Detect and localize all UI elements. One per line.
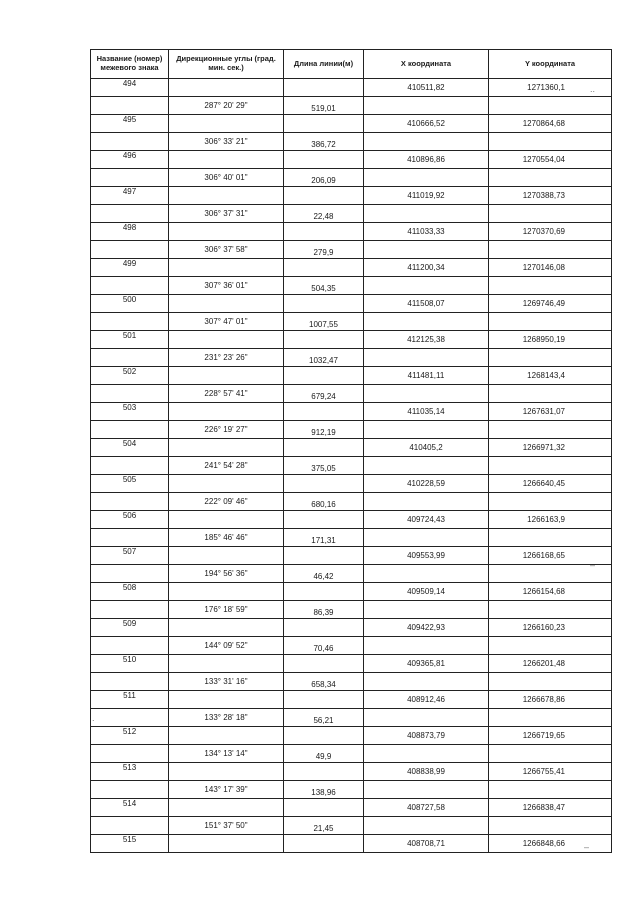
- empty-cell: [169, 619, 284, 637]
- y-coordinate: 1270388,73: [489, 187, 612, 205]
- x-coordinate: 411019,92: [364, 187, 489, 205]
- empty-cell: [169, 223, 284, 241]
- empty-cell: [91, 745, 169, 763]
- empty-cell: [91, 493, 169, 511]
- y-coordinate: 1266848,66: [489, 835, 612, 853]
- segment-row: [91, 709, 612, 727]
- point-name: 503: [91, 403, 169, 421]
- empty-cell: [169, 799, 284, 817]
- empty-cell: [489, 673, 612, 691]
- y-coordinate: 1267631,07: [489, 403, 612, 421]
- point-name: 499: [91, 259, 169, 277]
- boundary-coordinates-table: [90, 49, 612, 853]
- y-coordinate: 1270864,68: [489, 115, 612, 133]
- point-name: 505: [91, 475, 169, 493]
- point-row: [91, 439, 612, 457]
- empty-cell: [284, 511, 364, 529]
- empty-cell: [169, 331, 284, 349]
- empty-cell: [284, 367, 364, 385]
- scan-mark: –: [590, 560, 596, 570]
- y-coordinate: 1266168,65: [489, 547, 612, 565]
- point-row: [91, 259, 612, 277]
- line-length: 171,31: [284, 529, 364, 547]
- line-length: 22,48: [284, 205, 364, 223]
- empty-cell: [364, 133, 489, 151]
- scan-mark: ..: [590, 84, 596, 94]
- segment-row: [91, 817, 612, 835]
- empty-cell: [169, 115, 284, 133]
- direction-angle: 222° 09' 46": [169, 493, 284, 511]
- empty-cell: [489, 205, 612, 223]
- empty-cell: [489, 97, 612, 115]
- empty-cell: [169, 367, 284, 385]
- empty-cell: [284, 259, 364, 277]
- x-coordinate: 408708,71: [364, 835, 489, 853]
- point-name: 515: [91, 835, 169, 853]
- line-length: 1007,55: [284, 313, 364, 331]
- direction-angle: 306° 37' 58": [169, 241, 284, 259]
- empty-cell: [91, 133, 169, 151]
- header-length: Длина линии(м): [284, 50, 364, 79]
- empty-cell: [284, 475, 364, 493]
- empty-cell: [489, 457, 612, 475]
- segment-row: [91, 673, 612, 691]
- point-row: [91, 547, 612, 565]
- direction-angle: 306° 33' 21": [169, 133, 284, 151]
- empty-cell: [364, 349, 489, 367]
- point-row: [91, 511, 612, 529]
- direction-angle: 241° 54' 28": [169, 457, 284, 475]
- line-length: 49,9: [284, 745, 364, 763]
- direction-angle: 194° 56' 36": [169, 565, 284, 583]
- empty-cell: [284, 727, 364, 745]
- empty-cell: [364, 385, 489, 403]
- x-coordinate: 408838,99: [364, 763, 489, 781]
- empty-cell: [169, 475, 284, 493]
- empty-cell: [364, 421, 489, 439]
- empty-cell: [284, 439, 364, 457]
- empty-cell: [91, 385, 169, 403]
- empty-cell: [169, 691, 284, 709]
- point-row: [91, 583, 612, 601]
- x-coordinate: 411200,34: [364, 259, 489, 277]
- empty-cell: [489, 385, 612, 403]
- point-row: [91, 763, 612, 781]
- line-length: 679,24: [284, 385, 364, 403]
- empty-cell: [364, 817, 489, 835]
- empty-cell: [364, 781, 489, 799]
- empty-cell: [284, 619, 364, 637]
- point-name: 496: [91, 151, 169, 169]
- line-length: 386,72: [284, 133, 364, 151]
- empty-cell: [284, 799, 364, 817]
- empty-cell: [489, 241, 612, 259]
- y-coordinate: 1268950,19: [489, 331, 612, 349]
- direction-angle: 144° 09' 52": [169, 637, 284, 655]
- line-length: 21,45: [284, 817, 364, 835]
- y-coordinate: 1266719,65: [489, 727, 612, 745]
- direction-angle: 134° 13' 14": [169, 745, 284, 763]
- empty-cell: [91, 457, 169, 475]
- empty-cell: [169, 79, 284, 97]
- direction-angle: 307° 36' 01": [169, 277, 284, 295]
- direction-angle: 231° 23' 26": [169, 349, 284, 367]
- table-body: [91, 79, 612, 853]
- empty-cell: [364, 565, 489, 583]
- x-coordinate: 410896,86: [364, 151, 489, 169]
- segment-row: [91, 277, 612, 295]
- x-coordinate: 410511,82: [364, 79, 489, 97]
- point-name: 506: [91, 511, 169, 529]
- point-name: 498: [91, 223, 169, 241]
- x-coordinate: 408727,58: [364, 799, 489, 817]
- empty-cell: [169, 583, 284, 601]
- x-coordinate: 411481,11: [364, 367, 489, 385]
- empty-cell: [169, 439, 284, 457]
- empty-cell: [169, 295, 284, 313]
- segment-row: [91, 637, 612, 655]
- point-row: [91, 835, 612, 853]
- point-row: [91, 367, 612, 385]
- point-name: 500: [91, 295, 169, 313]
- point-name: 504: [91, 439, 169, 457]
- empty-cell: [364, 205, 489, 223]
- empty-cell: [284, 691, 364, 709]
- point-row: [91, 475, 612, 493]
- empty-cell: [489, 817, 612, 835]
- empty-cell: [91, 817, 169, 835]
- y-coordinate: 1266640,45: [489, 475, 612, 493]
- line-length: 138,96: [284, 781, 364, 799]
- empty-cell: [169, 655, 284, 673]
- segment-row: [91, 241, 612, 259]
- point-row: [91, 151, 612, 169]
- line-length: 1032,47: [284, 349, 364, 367]
- empty-cell: [284, 115, 364, 133]
- empty-cell: [169, 511, 284, 529]
- line-length: 46,42: [284, 565, 364, 583]
- y-coordinate: 1269746,49: [489, 295, 612, 313]
- y-coordinate: 1268143,4: [489, 367, 612, 385]
- empty-cell: [489, 313, 612, 331]
- empty-cell: [169, 259, 284, 277]
- y-coordinate: 1271360,1: [489, 79, 612, 97]
- point-name: 514: [91, 799, 169, 817]
- y-coordinate: 1266971,32: [489, 439, 612, 457]
- header-name: Название (номер) межевого знака: [91, 50, 169, 79]
- segment-row: [91, 781, 612, 799]
- empty-cell: [489, 637, 612, 655]
- segment-row: [91, 205, 612, 223]
- empty-cell: [91, 241, 169, 259]
- empty-cell: [91, 277, 169, 295]
- segment-row: [91, 313, 612, 331]
- direction-angle: 226° 19' 27": [169, 421, 284, 439]
- direction-angle: 306° 37' 31": [169, 205, 284, 223]
- direction-angle: 306° 40' 01": [169, 169, 284, 187]
- empty-cell: [284, 331, 364, 349]
- point-row: [91, 655, 612, 673]
- empty-cell: [489, 133, 612, 151]
- empty-cell: [169, 187, 284, 205]
- line-length: 504,35: [284, 277, 364, 295]
- segment-row: [91, 565, 612, 583]
- y-coordinate: 1270554,04: [489, 151, 612, 169]
- line-length: 519,01: [284, 97, 364, 115]
- empty-cell: [284, 187, 364, 205]
- point-name: 512: [91, 727, 169, 745]
- empty-cell: [91, 529, 169, 547]
- empty-cell: [284, 79, 364, 97]
- y-coordinate: 1266154,68: [489, 583, 612, 601]
- empty-cell: [169, 151, 284, 169]
- y-coordinate: 1266755,41: [489, 763, 612, 781]
- empty-cell: [91, 349, 169, 367]
- empty-cell: [284, 295, 364, 313]
- x-coordinate: 409724,43: [364, 511, 489, 529]
- point-name: 508: [91, 583, 169, 601]
- empty-cell: [91, 205, 169, 223]
- direction-angle: 133° 31' 16": [169, 673, 284, 691]
- direction-angle: 228° 57' 41": [169, 385, 284, 403]
- empty-cell: [364, 529, 489, 547]
- empty-cell: [91, 97, 169, 115]
- empty-cell: [284, 835, 364, 853]
- point-row: [91, 691, 612, 709]
- point-name: 513: [91, 763, 169, 781]
- empty-cell: [284, 151, 364, 169]
- direction-angle: 133° 28' 18": [169, 709, 284, 727]
- point-row: [91, 331, 612, 349]
- segment-row: [91, 457, 612, 475]
- direction-angle: 176° 18' 59": [169, 601, 284, 619]
- x-coordinate: 408873,79: [364, 727, 489, 745]
- x-coordinate: 409553,99: [364, 547, 489, 565]
- point-name: 497: [91, 187, 169, 205]
- empty-cell: [364, 313, 489, 331]
- y-coordinate: 1270370,69: [489, 223, 612, 241]
- direction-angle: 307° 47' 01": [169, 313, 284, 331]
- point-row: [91, 187, 612, 205]
- empty-cell: [364, 745, 489, 763]
- point-name: 495: [91, 115, 169, 133]
- table-header-row: [91, 50, 612, 79]
- empty-cell: [489, 601, 612, 619]
- empty-cell: [364, 97, 489, 115]
- segment-row: [91, 493, 612, 511]
- x-coordinate: 410405,2: [364, 439, 489, 457]
- empty-cell: [91, 781, 169, 799]
- line-length: 658,34: [284, 673, 364, 691]
- segment-row: [91, 529, 612, 547]
- empty-cell: [489, 421, 612, 439]
- empty-cell: [91, 673, 169, 691]
- empty-cell: [91, 601, 169, 619]
- empty-cell: [364, 673, 489, 691]
- empty-cell: [169, 835, 284, 853]
- empty-cell: [91, 565, 169, 583]
- segment-row: [91, 97, 612, 115]
- y-coordinate: 1266163,9: [489, 511, 612, 529]
- x-coordinate: 409422,93: [364, 619, 489, 637]
- segment-row: [91, 169, 612, 187]
- empty-cell: [489, 277, 612, 295]
- y-coordinate: 1270146,08: [489, 259, 612, 277]
- empty-cell: [364, 457, 489, 475]
- line-length: 86,39: [284, 601, 364, 619]
- point-row: [91, 295, 612, 313]
- scan-mark: .: [92, 713, 95, 723]
- point-name: 494: [91, 79, 169, 97]
- segment-row: [91, 349, 612, 367]
- segment-row: [91, 133, 612, 151]
- point-name: 502: [91, 367, 169, 385]
- x-coordinate: 411508,07: [364, 295, 489, 313]
- empty-cell: [364, 241, 489, 259]
- direction-angle: 287° 20' 29": [169, 97, 284, 115]
- empty-cell: [169, 547, 284, 565]
- empty-cell: [489, 781, 612, 799]
- y-coordinate: 1266201,48: [489, 655, 612, 673]
- empty-cell: [91, 709, 169, 727]
- empty-cell: [91, 421, 169, 439]
- line-length: 206,09: [284, 169, 364, 187]
- empty-cell: [364, 601, 489, 619]
- header-y: Y координата: [489, 50, 612, 79]
- header-x: X координата: [364, 50, 489, 79]
- empty-cell: [364, 277, 489, 295]
- empty-cell: [284, 403, 364, 421]
- line-length: 375,05: [284, 457, 364, 475]
- x-coordinate: 411035,14: [364, 403, 489, 421]
- y-coordinate: 1266160,23: [489, 619, 612, 637]
- empty-cell: [489, 169, 612, 187]
- line-length: 279,9: [284, 241, 364, 259]
- x-coordinate: 412125,38: [364, 331, 489, 349]
- empty-cell: [284, 655, 364, 673]
- y-coordinate: 1266838,47: [489, 799, 612, 817]
- empty-cell: [364, 493, 489, 511]
- point-name: 510: [91, 655, 169, 673]
- empty-cell: [169, 763, 284, 781]
- direction-angle: 151° 37' 50": [169, 817, 284, 835]
- point-name: 507: [91, 547, 169, 565]
- empty-cell: [364, 169, 489, 187]
- segment-row: [91, 421, 612, 439]
- point-name: 501: [91, 331, 169, 349]
- empty-cell: [364, 709, 489, 727]
- segment-row: [91, 385, 612, 403]
- point-row: [91, 619, 612, 637]
- point-row: [91, 403, 612, 421]
- line-length: 56,21: [284, 709, 364, 727]
- x-coordinate: 409509,14: [364, 583, 489, 601]
- x-coordinate: 410666,52: [364, 115, 489, 133]
- empty-cell: [169, 727, 284, 745]
- empty-cell: [91, 313, 169, 331]
- line-length: 680,16: [284, 493, 364, 511]
- point-row: [91, 727, 612, 745]
- x-coordinate: 409365,81: [364, 655, 489, 673]
- empty-cell: [91, 169, 169, 187]
- point-name: 509: [91, 619, 169, 637]
- empty-cell: [364, 637, 489, 655]
- empty-cell: [489, 349, 612, 367]
- direction-angle: 143° 17' 39": [169, 781, 284, 799]
- segment-row: [91, 601, 612, 619]
- point-row: [91, 115, 612, 133]
- empty-cell: [91, 637, 169, 655]
- segment-row: [91, 745, 612, 763]
- empty-cell: [284, 763, 364, 781]
- y-coordinate: 1266678,86: [489, 691, 612, 709]
- empty-cell: [489, 493, 612, 511]
- empty-cell: [489, 529, 612, 547]
- empty-cell: [284, 223, 364, 241]
- point-row: [91, 223, 612, 241]
- empty-cell: [489, 745, 612, 763]
- empty-cell: [169, 403, 284, 421]
- line-length: 912,19: [284, 421, 364, 439]
- x-coordinate: 408912,46: [364, 691, 489, 709]
- header-angle: Дирекционные углы (град. мин. сек.): [169, 50, 284, 79]
- empty-cell: [489, 709, 612, 727]
- empty-cell: [284, 583, 364, 601]
- point-name: 511: [91, 691, 169, 709]
- x-coordinate: 411033,33: [364, 223, 489, 241]
- empty-cell: [284, 547, 364, 565]
- point-row: [91, 799, 612, 817]
- direction-angle: 185° 46' 46": [169, 529, 284, 547]
- point-row: [91, 79, 612, 97]
- scan-mark: –: [584, 842, 590, 852]
- line-length: 70,46: [284, 637, 364, 655]
- x-coordinate: 410228,59: [364, 475, 489, 493]
